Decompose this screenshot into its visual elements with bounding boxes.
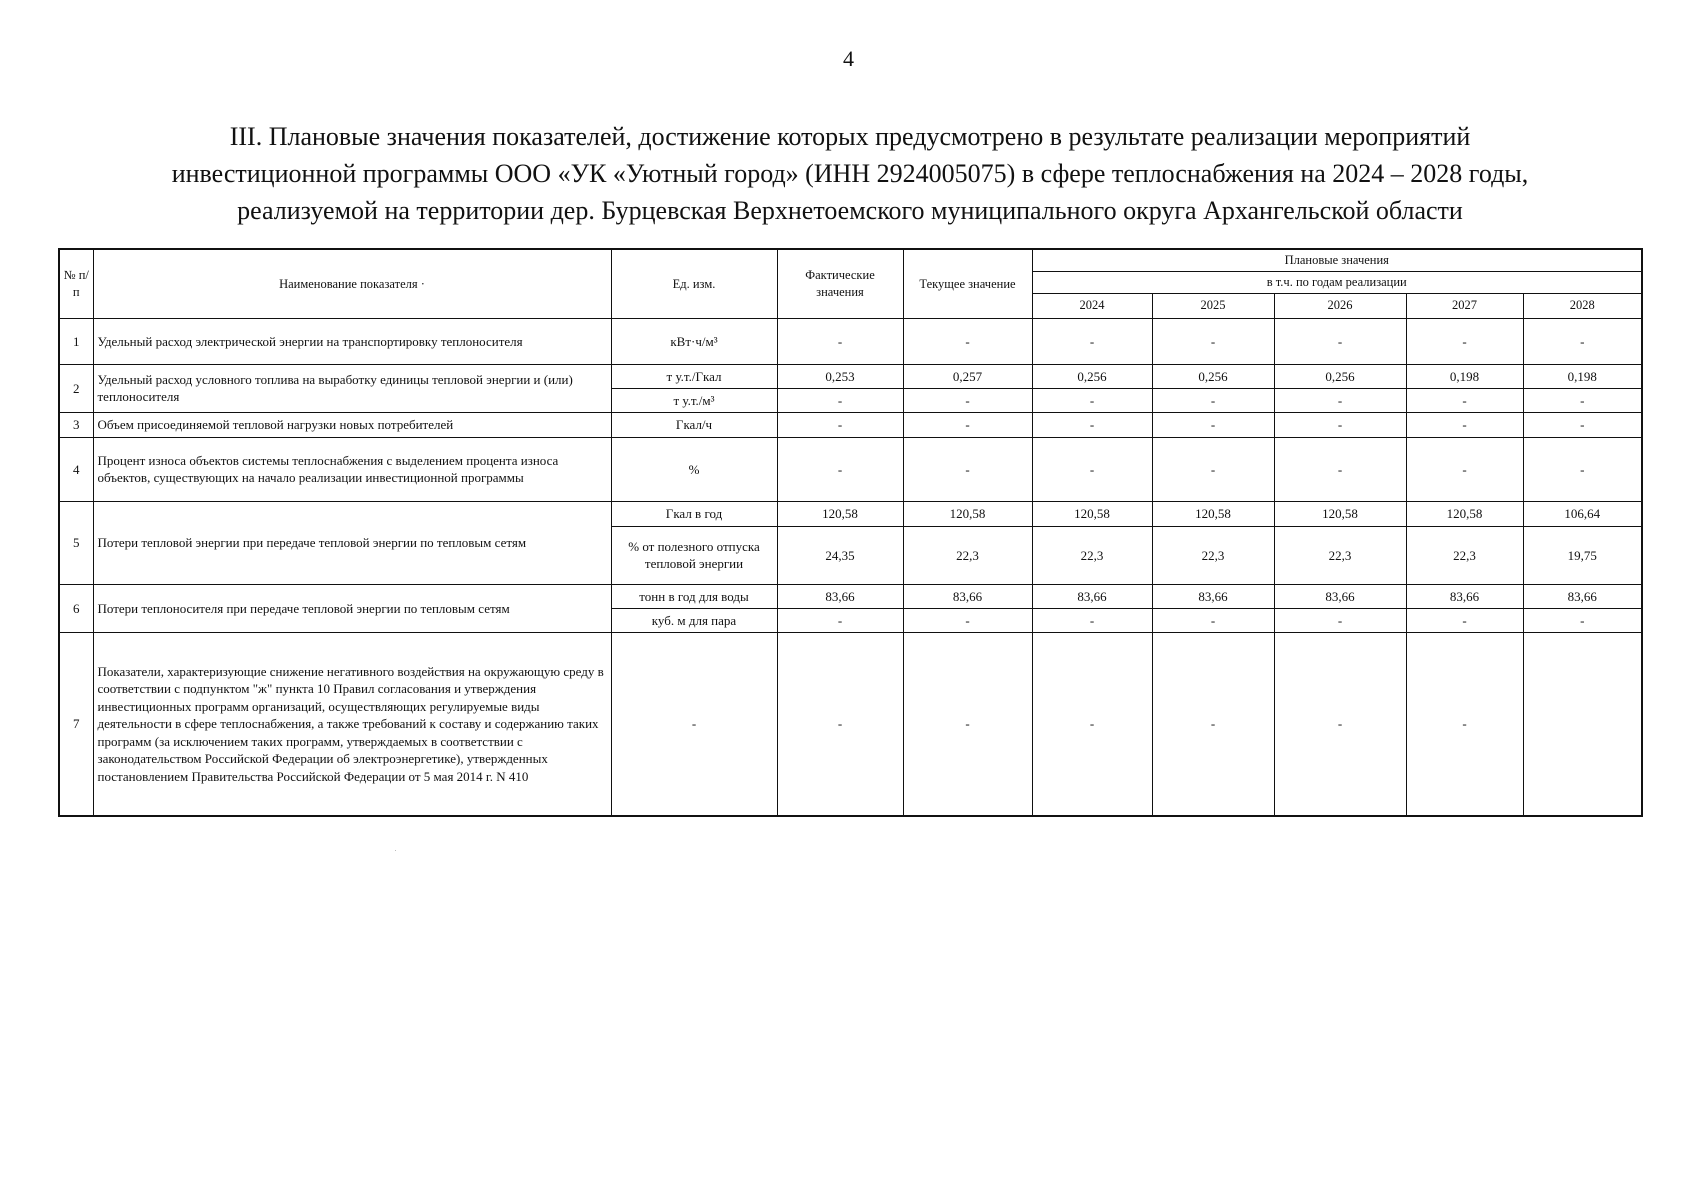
- value-2028: -: [1523, 608, 1642, 632]
- value-current: 22,3: [903, 526, 1032, 584]
- row-name: Показатели, характеризующие снижение негативного воздействия на окружающую среду в соответствии с подпунктом "ж" пункта 10 Правил согласования и утверждения инвестиционных программ организаций, осуществляющих регулируемые виды деятельности в сфере теплоснабжения, а также требований к составу и содержанию таких программ (за исключением таких программ, утверждаемых в соответствии с законодательством Российской Федерации об электроэнергетике), утвержденных постановлением Правительства Российской Федерации от 5 мая 2014 г. N 410: [93, 632, 611, 816]
- value-2025: -: [1152, 608, 1274, 632]
- row-name: Удельный расход электрической энергии на транспортировку теплоносителя: [93, 318, 611, 364]
- value-actual: -: [777, 632, 903, 816]
- row-unit: куб. м для пара: [611, 608, 777, 632]
- value-2026: 22,3: [1274, 526, 1406, 584]
- value-2026: -: [1274, 608, 1406, 632]
- value-2028: 83,66: [1523, 584, 1642, 608]
- value-2028: 0,198: [1523, 364, 1642, 388]
- value-2027: -: [1406, 608, 1523, 632]
- table-row: [59, 501, 1642, 526]
- table-row: [59, 412, 1642, 437]
- value-current: -: [903, 608, 1032, 632]
- row-num: 2: [59, 364, 93, 412]
- page-title: [60, 118, 1640, 229]
- value-2024: -: [1032, 318, 1152, 364]
- value-2025: 120,58: [1152, 501, 1274, 526]
- header-by-years: в т.ч. по годам реализации: [1032, 271, 1642, 293]
- row-unit: тонн в год для воды: [611, 584, 777, 608]
- title-line-1: III. Плановые значения показателей, достижение которых предусмотрено в результате реализации мероприятий: [229, 122, 1471, 151]
- value-2027: -: [1406, 318, 1523, 364]
- value-2026: -: [1274, 412, 1406, 437]
- title-line-3: реализуемой на территории дер. Бурцевская Верхнетоемского муниципального округа Архангельской области: [237, 196, 1463, 225]
- header-year-2025: 2025: [1152, 293, 1274, 318]
- value-2025: -: [1152, 388, 1274, 412]
- value-current: -: [903, 388, 1032, 412]
- value-2026: 120,58: [1274, 501, 1406, 526]
- value-2028: -: [1523, 318, 1642, 364]
- value-2025: -: [1152, 412, 1274, 437]
- header-planned: Плановые значения: [1032, 249, 1642, 271]
- value-2028: 19,75: [1523, 526, 1642, 584]
- row-unit: % от полезного отпуска тепловой энергии: [611, 526, 777, 584]
- value-2025: 0,256: [1152, 364, 1274, 388]
- page-number: 4: [843, 46, 854, 71]
- row-name: Удельный расход условного топлива на выработку единицы тепловой энергии и (или) теплоносителя: [93, 364, 611, 412]
- header-name: Наименование показателя ·: [93, 249, 611, 318]
- value-actual: 83,66: [777, 584, 903, 608]
- value-actual: 24,35: [777, 526, 903, 584]
- row-num: 3: [59, 412, 93, 437]
- value-actual: -: [777, 608, 903, 632]
- value-2026: 0,256: [1274, 364, 1406, 388]
- row-num: 5: [59, 501, 93, 584]
- value-2028: 106,64: [1523, 501, 1642, 526]
- header-year-2028: 2028: [1523, 293, 1642, 318]
- value-2028: [1523, 632, 1642, 816]
- value-2027: 22,3: [1406, 526, 1523, 584]
- row-num: 7: [59, 632, 93, 816]
- value-2026: -: [1274, 388, 1406, 412]
- header-unit: Ед. изм.: [611, 249, 777, 318]
- value-2024: -: [1032, 632, 1152, 816]
- row-unit: кВт·ч/м³: [611, 318, 777, 364]
- value-2025: -: [1152, 632, 1274, 816]
- row-num: 1: [59, 318, 93, 364]
- header-actual: Фактические значения: [777, 249, 903, 318]
- value-actual: -: [777, 318, 903, 364]
- value-current: -: [903, 318, 1032, 364]
- value-2026: -: [1274, 632, 1406, 816]
- value-current: -: [903, 437, 1032, 501]
- header-current: Текущее значение: [903, 249, 1032, 318]
- value-2027: 120,58: [1406, 501, 1523, 526]
- value-2024: 83,66: [1032, 584, 1152, 608]
- row-unit: Гкал в год: [611, 501, 777, 526]
- value-current: 0,257: [903, 364, 1032, 388]
- header-year-2024: 2024: [1032, 293, 1152, 318]
- row-unit: т у.т./Гкал: [611, 364, 777, 388]
- value-actual: -: [777, 388, 903, 412]
- value-2024: -: [1032, 412, 1152, 437]
- value-2025: -: [1152, 437, 1274, 501]
- value-2024: -: [1032, 437, 1152, 501]
- indicators-table: [58, 248, 1643, 817]
- value-2027: -: [1406, 437, 1523, 501]
- value-2025: 22,3: [1152, 526, 1274, 584]
- value-current: 120,58: [903, 501, 1032, 526]
- value-current: 83,66: [903, 584, 1032, 608]
- value-2024: -: [1032, 388, 1152, 412]
- value-2027: -: [1406, 412, 1523, 437]
- row-name: Потери теплоносителя при передаче тепловой энергии по тепловым сетям: [93, 584, 611, 632]
- value-2024: -: [1032, 608, 1152, 632]
- table-row: [59, 318, 1642, 364]
- row-name: Объем присоединяемой тепловой нагрузки новых потребителей: [93, 412, 611, 437]
- value-2027: 83,66: [1406, 584, 1523, 608]
- table-row: [59, 584, 1642, 608]
- row-unit: т у.т./м³: [611, 388, 777, 412]
- table-row: [59, 364, 1642, 388]
- value-actual: -: [777, 412, 903, 437]
- scan-speck: [395, 850, 396, 851]
- table-row: [59, 437, 1642, 501]
- value-current: -: [903, 412, 1032, 437]
- value-2026: -: [1274, 437, 1406, 501]
- value-2025: 83,66: [1152, 584, 1274, 608]
- header-num: № п/п: [59, 249, 93, 318]
- title-line-2: инвестиционной программы ООО «УК «Уютный город» (ИНН 2924005075) в сфере теплоснабжения на 2024 – 2028 годы,: [171, 159, 1529, 188]
- value-current: -: [903, 632, 1032, 816]
- row-num: 4: [59, 437, 93, 501]
- value-2027: 0,198: [1406, 364, 1523, 388]
- header-year-2026: 2026: [1274, 293, 1406, 318]
- value-2024: 22,3: [1032, 526, 1152, 584]
- value-2025: -: [1152, 318, 1274, 364]
- row-name: Потери тепловой энергии при передаче тепловой энергии по тепловым сетям: [93, 501, 611, 584]
- value-2028: -: [1523, 412, 1642, 437]
- value-2024: 0,256: [1032, 364, 1152, 388]
- row-unit: -: [611, 632, 777, 816]
- value-2027: -: [1406, 632, 1523, 816]
- row-unit: %: [611, 437, 777, 501]
- value-2028: -: [1523, 388, 1642, 412]
- value-2024: 120,58: [1032, 501, 1152, 526]
- value-2026: -: [1274, 318, 1406, 364]
- value-actual: 120,58: [777, 501, 903, 526]
- value-2026: 83,66: [1274, 584, 1406, 608]
- header-year-2027: 2027: [1406, 293, 1523, 318]
- value-actual: -: [777, 437, 903, 501]
- row-num: 6: [59, 584, 93, 632]
- row-name: Процент износа объектов системы теплоснабжения с выделением процента износа объектов, существующих на начало реализации инвестиционной программы: [93, 437, 611, 501]
- row-unit: Гкал/ч: [611, 412, 777, 437]
- value-actual: 0,253: [777, 364, 903, 388]
- table-row: [59, 632, 1642, 816]
- value-2028: -: [1523, 437, 1642, 501]
- value-2027: -: [1406, 388, 1523, 412]
